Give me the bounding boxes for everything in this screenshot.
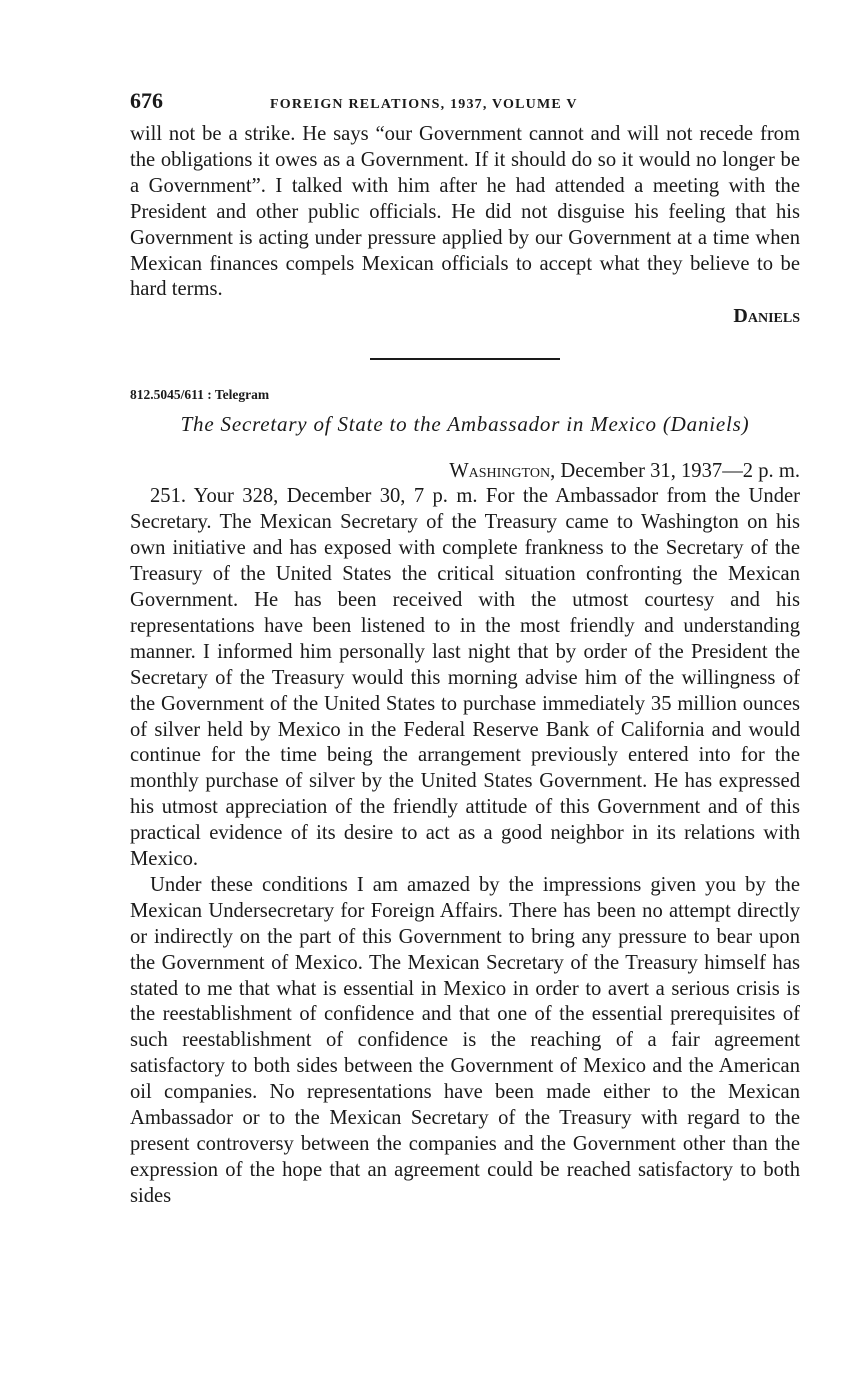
- document-title: The Secretary of State to the Ambassador in Mexico (Daniels): [180, 412, 750, 437]
- dateline-place: Washington: [449, 460, 551, 483]
- running-head: FOREIGN RELATIONS, 1937, VOLUME V: [270, 97, 578, 112]
- body-paragraph: 251. Your 328, December 30, 7 p. m. For the Ambassador from the Under Secretary. The Mexican Secretary of the Treasury came to Washington on his own initiative and has exposed with complete frankness to the Secretary of the Treasury of the United States the critical situation confronting the Mexican Government. He has been received with the utmost courtesy and his representations have been listened to in the most friendly and understanding manner. I informed him personally last night that by order of the President the Secretary of the Treasury would this morning advise him of the willingness of the Government of the United States to purchase immediately 35 million ounces of silver held by Mexico in the Federal Reserve Bank of California and would continue for the time being the arrangement previously entered into for the monthly purchase of silver by the United States Government. He has expressed his utmost appreciation of the friendly attitude of this Government and of this practical evidence of its desire to act as a good neighbor in its relations with Mexico.: [130, 485, 800, 871]
- body-paragraph: Under these conditions I am amazed by the impressions given you by the Mexican Undersecretary for Foreign Affairs. There has been no attempt directly or indirectly on the part of this Government to bring any pressure to bear upon the Government of Mexico. The Mexican Secretary of the Treasury himself has stated to me that what is essential in Mexico in order to avert a serious crisis is the reestablishment of confidence and that one of the essential prerequisites of such reestablishment of confidence is the reaching of a fair agreement satisfactory to both sides between the Government of Mexico and the American oil companies. No representations have been made either to the Mexican Ambassador or to the Mexican Secretary of the Treasury with regard to the present controversy between the companies and the Government other than the expression of the hope that an agreement could be reached satisfactory to both sides: [130, 873, 800, 1207]
- page-header: [130, 88, 800, 122]
- section-divider: [370, 358, 560, 360]
- previous-document-closing-paragraph: will not be a strike. He says “our Government cannot and will not recede from the obligations it owes as a Government. If it should do so it would no longer be a Government”. I talked with him after he had attended a meeting with the President and other public officials. He did not disguise his feeling that his Government is acting under pressure applied by our Government at a time when Mexican finances compels Mexican officials to accept what they believe to be hard terms.: [130, 123, 800, 301]
- signature: Daniels: [733, 305, 800, 328]
- page: [130, 88, 800, 1210]
- file-reference: 812.5045/611 : Telegram: [130, 387, 270, 403]
- dateline-date: , December 31, 1937—2 p. m.: [550, 460, 800, 483]
- page-number: 676: [130, 88, 163, 113]
- dateline: [130, 458, 800, 484]
